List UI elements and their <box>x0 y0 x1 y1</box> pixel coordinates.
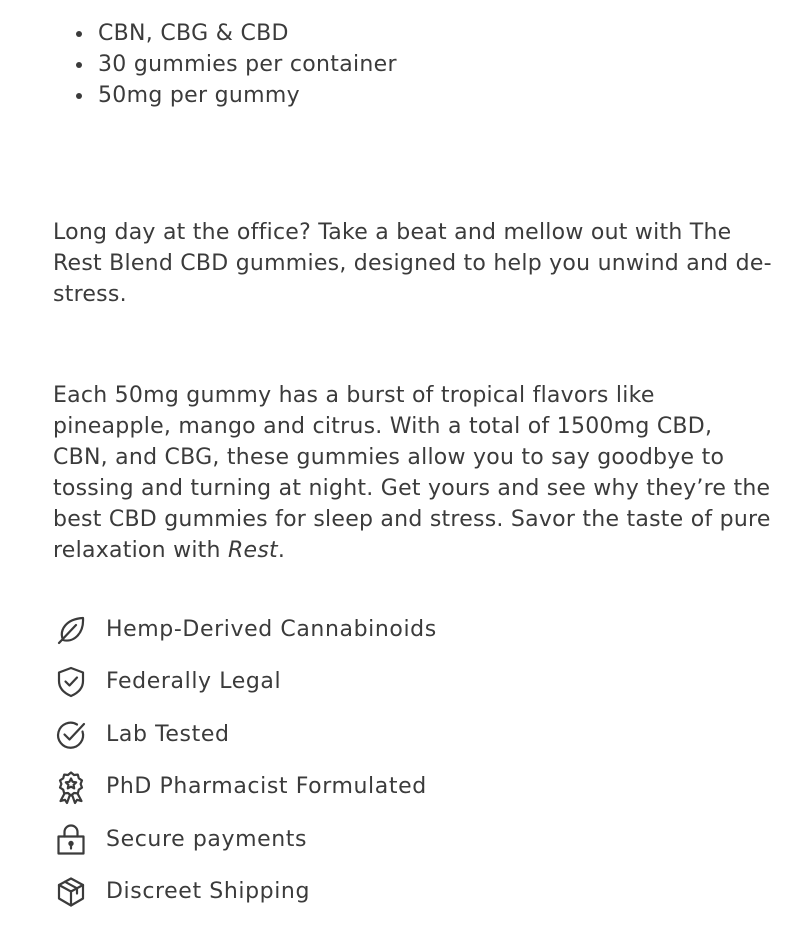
highlight-item <box>53 49 397 80</box>
feature-label: Discreet Shipping <box>106 878 311 904</box>
product-highlights-list <box>53 18 397 111</box>
description-paragraph-2-end: . <box>277 538 286 563</box>
description-paragraph-2 <box>53 380 773 566</box>
highlight-text: 50mg per gummy <box>98 83 300 108</box>
feature-item-discreet-shipping <box>53 874 437 926</box>
feature-item-lab-tested <box>53 717 437 769</box>
feature-label: PhD Pharmacist Formulated <box>106 774 427 800</box>
check-circle-icon <box>53 717 89 753</box>
feature-item-pharmacist-formulated <box>53 769 437 821</box>
highlight-item <box>53 18 397 49</box>
feature-label: Lab Tested <box>106 721 230 747</box>
feature-item-hemp-derived <box>53 612 437 664</box>
feature-label: Hemp-Derived Cannabinoids <box>106 617 437 642</box>
bullet-dot <box>76 93 82 99</box>
description-paragraph-2-text: Each 50mg gummy has a burst of tropical flavors like pineapple, mango and citrus. With a total of 1500mg CBD, CBN, and CBG, these gummies allow you to say goodbye to tossing and turning at night. Get yours and see why they’re the best CBD gummies for sleep and stress. Savor the taste of pure relaxation with <box>53 383 771 563</box>
lock-icon <box>53 822 89 858</box>
feature-label: Secure payments <box>106 826 308 852</box>
shield-check-icon <box>53 664 89 700</box>
award-ribbon-icon <box>53 769 89 805</box>
leaf-icon <box>53 612 89 648</box>
bullet-dot <box>76 31 82 37</box>
box-icon <box>53 874 89 910</box>
feature-item-secure-payments <box>53 822 437 874</box>
product-name-emphasis: Rest <box>228 538 278 563</box>
features-list <box>53 612 437 926</box>
highlight-item <box>53 80 397 111</box>
highlight-text: 30 gummies per container <box>98 52 397 77</box>
highlight-text: CBN, CBG & CBD <box>98 21 289 46</box>
feature-label: Federally Legal <box>106 669 282 695</box>
description-paragraph-1: Long day at the office? Take a beat and mellow out with The Rest Blend CBD gummies, designed to help you unwind and de-stress. <box>53 220 772 307</box>
bullet-dot <box>76 62 82 68</box>
feature-item-federally-legal <box>53 664 437 716</box>
